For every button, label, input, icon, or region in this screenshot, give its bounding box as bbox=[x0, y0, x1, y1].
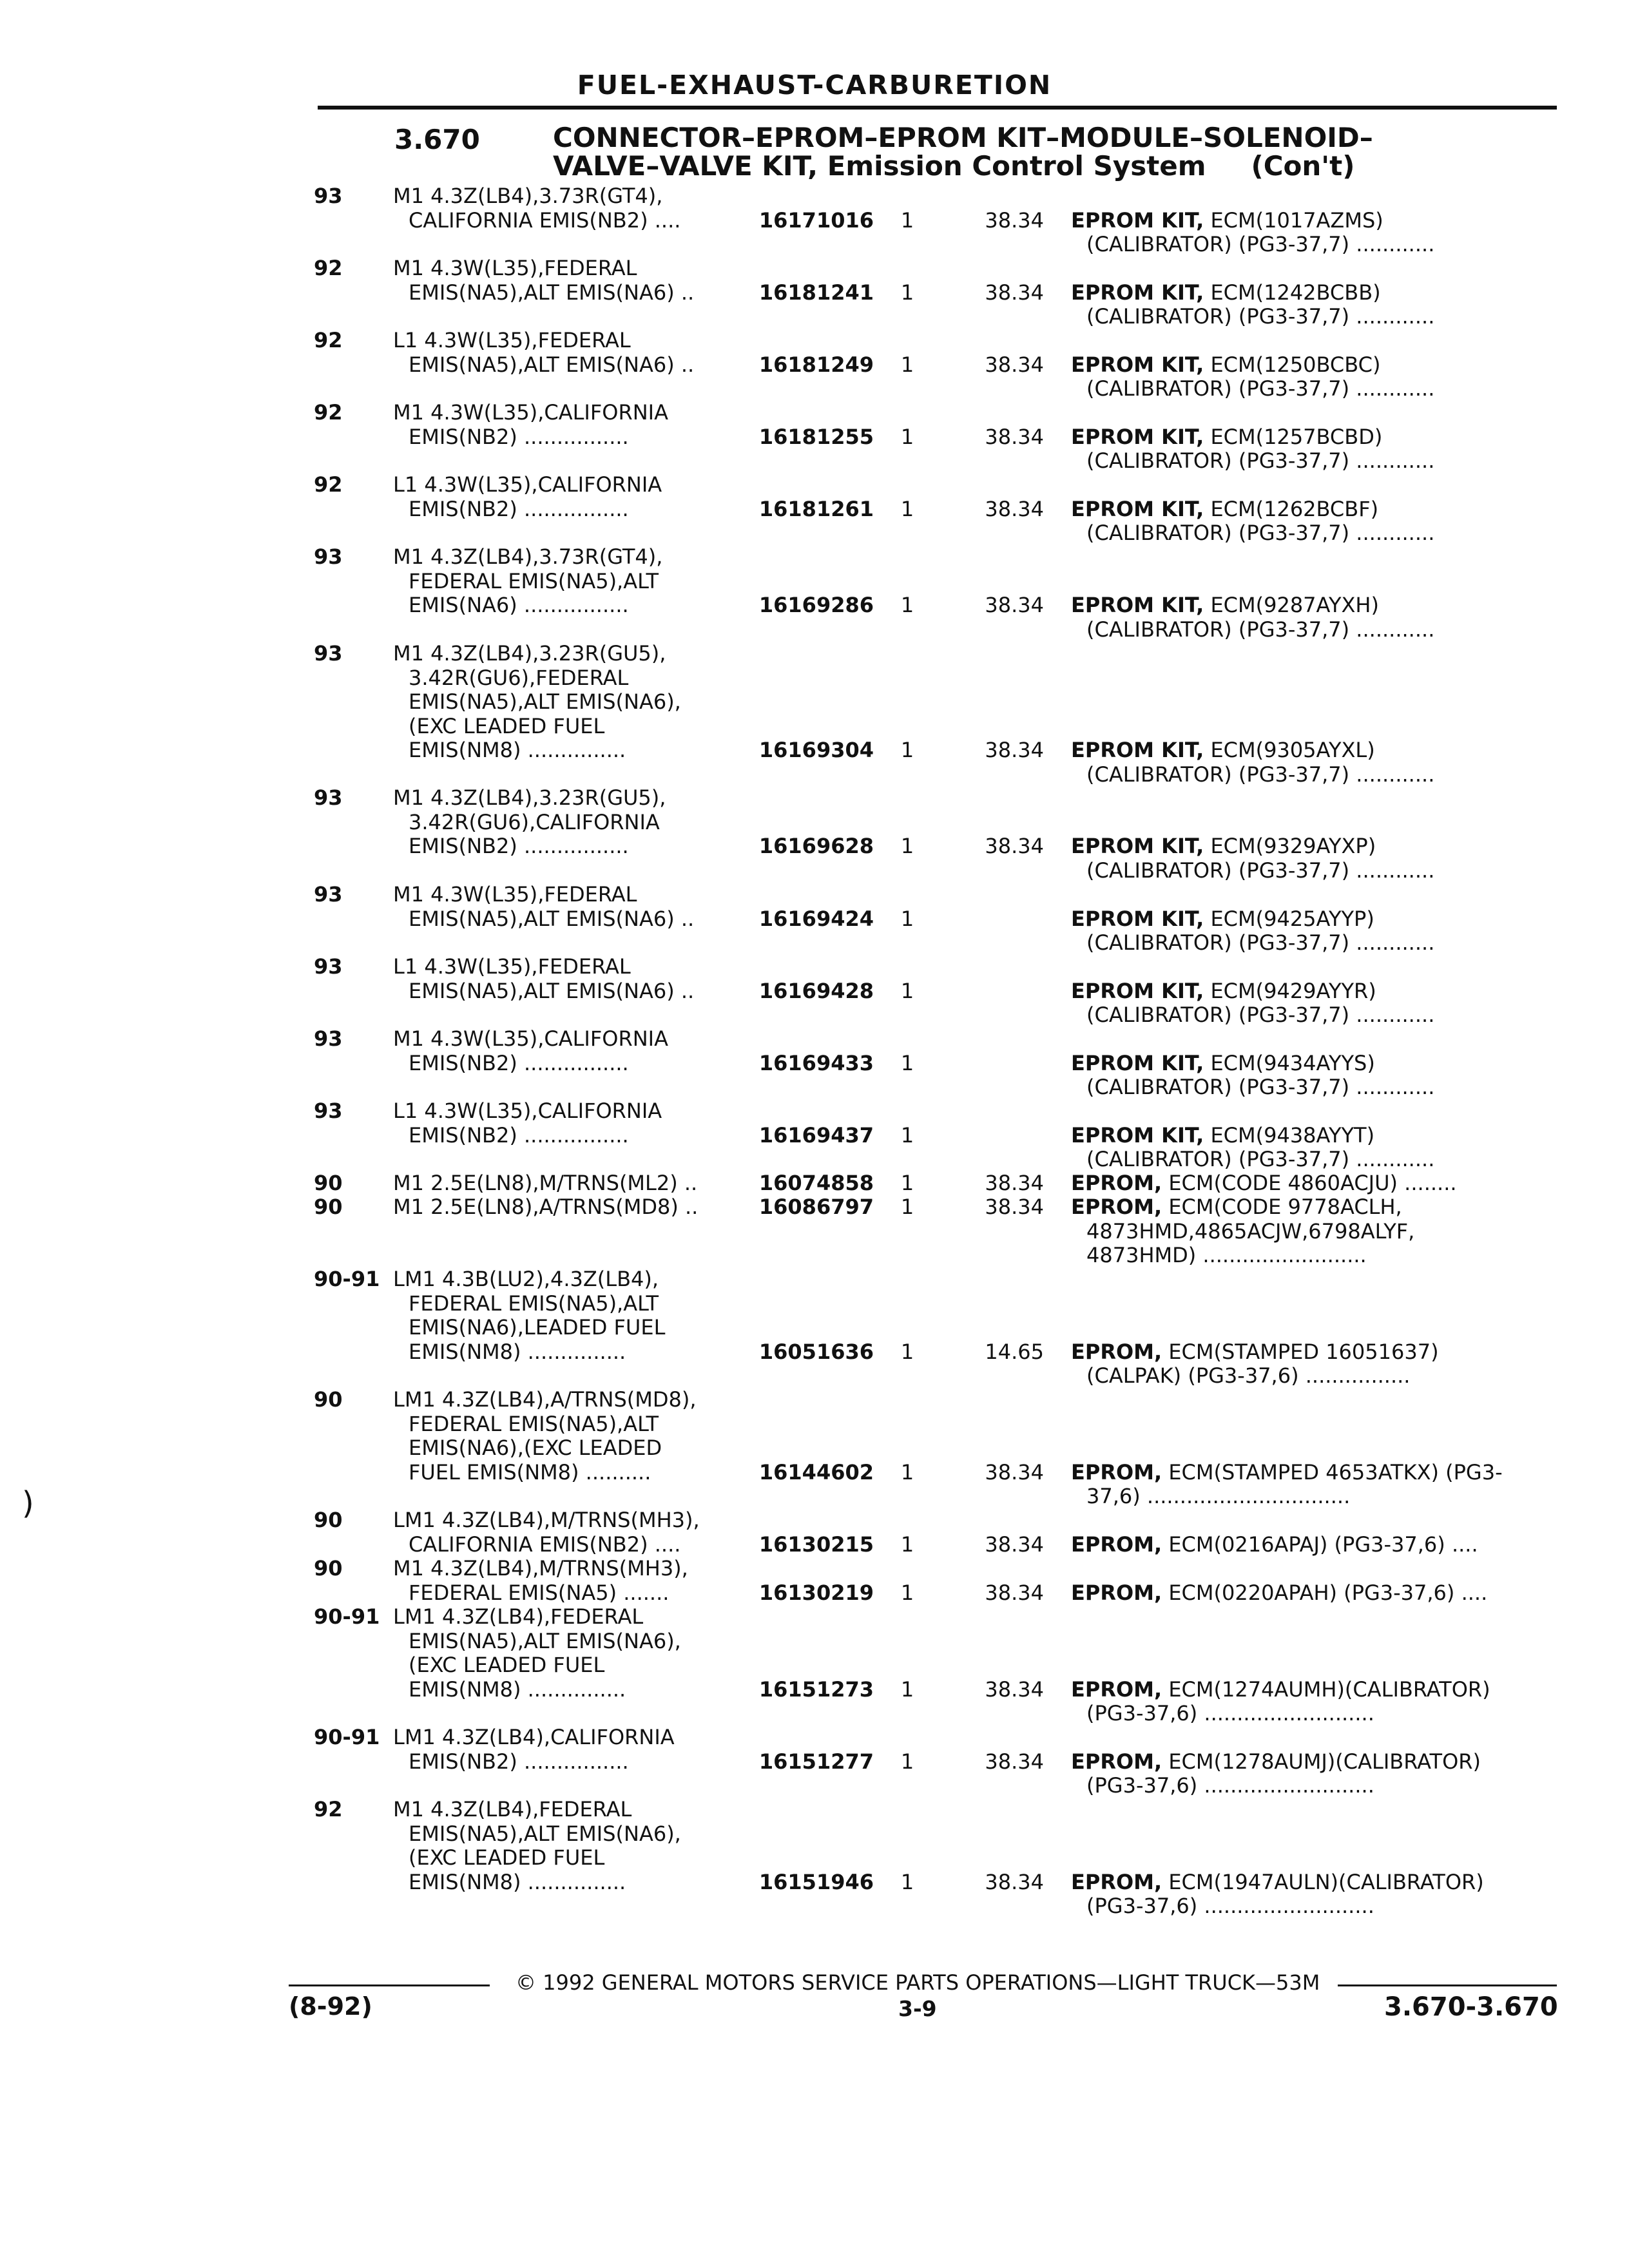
description-line: LM1 4.3Z(LB4),A/TRNS(MD8), bbox=[393, 1387, 697, 1412]
part-name-detail: ECM(9425AYYP) bbox=[1204, 906, 1374, 931]
part-name-detail: ECM(9329AYXP) bbox=[1204, 834, 1376, 858]
application-description bbox=[393, 184, 812, 233]
model-year: 93 bbox=[314, 954, 343, 979]
part-name-keyword: EPROM KIT, bbox=[1071, 1050, 1204, 1075]
part-name-keyword: EPROM KIT, bbox=[1071, 496, 1204, 521]
part-name-detail: ECM(1274AUMH)(CALIBRATOR) bbox=[1162, 1677, 1490, 1702]
description-line: LM1 4.3Z(LB4),CALIFORNIA bbox=[393, 1725, 675, 1749]
part-name-keyword: EPROM KIT, bbox=[1071, 1122, 1204, 1148]
price: 38.34 bbox=[985, 1195, 1044, 1219]
application-description bbox=[393, 955, 812, 1003]
application-description bbox=[393, 256, 812, 305]
description-line: 3.42R(GU6),CALIFORNIA bbox=[409, 809, 660, 834]
model-year: 93 bbox=[314, 785, 343, 810]
model-year: 93 bbox=[314, 544, 343, 569]
part-name-line bbox=[1071, 209, 1548, 233]
price: 38.34 bbox=[985, 1580, 1044, 1605]
description-line: EMIS(NB2) ................ bbox=[409, 424, 629, 449]
part-number: 16151946 bbox=[758, 1869, 874, 1894]
model-year: 90-91 bbox=[314, 1725, 380, 1749]
part-name-line bbox=[1071, 1340, 1548, 1365]
part-name-line bbox=[1071, 1171, 1548, 1196]
quantity: 1 bbox=[900, 496, 914, 521]
part-name bbox=[1071, 907, 1548, 956]
part-number: 16169433 bbox=[758, 1050, 874, 1075]
heading-continued: (Con't) bbox=[1251, 150, 1355, 182]
part-number: 16169286 bbox=[758, 593, 874, 617]
description-line: M1 4.3Z(LB4),3.23R(GU5), bbox=[393, 641, 666, 666]
part-name-detail: ECM(9429AYYR) bbox=[1204, 978, 1376, 1003]
model-year: 90-91 bbox=[314, 1267, 380, 1291]
part-name bbox=[1071, 497, 1548, 546]
part-number: 16181249 bbox=[758, 352, 874, 377]
part-name bbox=[1071, 1533, 1548, 1557]
part-name-continuation: (CALIBRATOR) (PG3-37,7) ............ bbox=[1086, 1147, 1435, 1171]
part-name-line bbox=[1071, 353, 1548, 378]
part-number: 16151273 bbox=[758, 1677, 874, 1702]
part-number: 16181255 bbox=[758, 424, 874, 449]
part-name-keyword: EPROM, bbox=[1071, 1749, 1162, 1774]
part-number: 16171016 bbox=[758, 207, 874, 233]
part-name-keyword: EPROM, bbox=[1071, 1171, 1162, 1195]
description-line: EMIS(NB2) ................ bbox=[409, 1749, 629, 1774]
part-name-detail: ECM(9434AYYS) bbox=[1204, 1050, 1375, 1075]
quantity: 1 bbox=[900, 424, 914, 449]
part-name-keyword: EPROM, bbox=[1071, 1580, 1162, 1605]
price: 14.65 bbox=[985, 1339, 1044, 1364]
quantity: 1 bbox=[900, 834, 914, 858]
quantity: 1 bbox=[900, 352, 914, 377]
description-line: EMIS(NA6) ................ bbox=[409, 593, 629, 617]
model-year: 92 bbox=[314, 328, 343, 352]
quantity: 1 bbox=[900, 1339, 914, 1364]
description-line: FEDERAL EMIS(NA5),ALT bbox=[409, 1291, 659, 1316]
description-line: EMIS(NM8) ............... bbox=[409, 1339, 626, 1364]
part-name-keyword: EPROM, bbox=[1071, 1677, 1162, 1702]
header-rule bbox=[318, 106, 1557, 110]
quantity: 1 bbox=[900, 593, 914, 617]
part-name bbox=[1071, 281, 1548, 329]
description-line: L1 4.3W(L35),FEDERAL bbox=[393, 954, 631, 979]
model-year: 93 bbox=[314, 882, 343, 907]
footer-range: 3.670-3.670 bbox=[1384, 1992, 1558, 2022]
part-name-keyword: EPROM, bbox=[1071, 1869, 1162, 1894]
part-name-detail: ECM(0216APAJ) (PG3-37,6) .... bbox=[1162, 1532, 1478, 1557]
part-number: 16181241 bbox=[758, 280, 874, 305]
description-line: EMIS(NA5),ALT EMIS(NA6) .. bbox=[409, 978, 695, 1003]
part-name bbox=[1071, 1340, 1548, 1389]
part-name-continuation: (CALIBRATOR) (PG3-37,7) ............ bbox=[1086, 762, 1435, 787]
part-name bbox=[1071, 1678, 1548, 1726]
part-name-continuation: 37,6) ............................... bbox=[1086, 1484, 1351, 1508]
part-name-continuation: (CALIBRATOR) (PG3-37,7) ............ bbox=[1086, 930, 1435, 955]
model-year: 93 bbox=[314, 1026, 343, 1051]
model-year: 90 bbox=[314, 1195, 343, 1219]
description-line: M1 4.3Z(LB4),3.23R(GU5), bbox=[393, 785, 666, 810]
quantity: 1 bbox=[900, 978, 914, 1003]
part-name bbox=[1071, 1195, 1548, 1268]
part-name-line bbox=[1071, 1124, 1548, 1148]
part-name-continuation: (PG3-37,6) .......................... bbox=[1086, 1894, 1374, 1918]
quantity: 1 bbox=[900, 280, 914, 305]
quantity: 1 bbox=[900, 1532, 914, 1557]
part-name-keyword: EPROM KIT, bbox=[1071, 906, 1204, 931]
heading-line-2: VALVE–VALVE KIT, Emission Control System bbox=[553, 150, 1206, 182]
part-name-keyword: EPROM KIT, bbox=[1071, 352, 1204, 377]
part-name-detail: ECM(9287AYXH) bbox=[1204, 593, 1379, 617]
description-line: CALIFORNIA EMIS(NB2) .... bbox=[409, 207, 681, 233]
part-name-detail: ECM(STAMPED 4653ATKX) (PG3- bbox=[1162, 1459, 1503, 1485]
quantity: 1 bbox=[900, 1050, 914, 1075]
description-line: EMIS(NM8) ............... bbox=[409, 738, 626, 762]
model-year: 92 bbox=[314, 1797, 343, 1821]
part-name-keyword: EPROM KIT, bbox=[1071, 738, 1204, 762]
price: 38.34 bbox=[985, 593, 1044, 617]
description-line: EMIS(NA5),ALT EMIS(NA6) .. bbox=[409, 352, 695, 377]
part-name-detail: ECM(1947AULN)(CALIBRATOR) bbox=[1162, 1869, 1484, 1894]
part-name-continuation: (PG3-37,6) .......................... bbox=[1086, 1701, 1374, 1725]
description-line: FEDERAL EMIS(NA5) ....... bbox=[409, 1580, 670, 1605]
part-name-line bbox=[1071, 1195, 1548, 1220]
part-name-line bbox=[1071, 497, 1548, 522]
part-number: 16151277 bbox=[758, 1749, 874, 1774]
price: 38.34 bbox=[985, 834, 1044, 858]
part-name-continuation: (CALIBRATOR) (PG3-37,7) ............ bbox=[1086, 448, 1435, 473]
part-name-continuation: (CALIBRATOR) (PG3-37,7) ............ bbox=[1086, 521, 1435, 545]
part-name bbox=[1071, 1750, 1548, 1798]
part-number: 16051636 bbox=[758, 1339, 874, 1364]
quantity: 1 bbox=[900, 906, 914, 931]
part-name bbox=[1071, 738, 1548, 787]
price: 38.34 bbox=[985, 496, 1044, 521]
application-description bbox=[393, 1195, 812, 1220]
model-year: 92 bbox=[314, 400, 343, 425]
application-description bbox=[393, 401, 812, 449]
price: 38.34 bbox=[985, 1459, 1044, 1485]
part-name-line bbox=[1071, 834, 1548, 859]
part-name-keyword: EPROM KIT, bbox=[1071, 424, 1204, 449]
description-line: EMIS(NA6),LEADED FUEL bbox=[409, 1315, 666, 1340]
part-name-line bbox=[1071, 1750, 1548, 1774]
part-name-keyword: EPROM, bbox=[1071, 1339, 1162, 1364]
part-number: 16130219 bbox=[758, 1580, 874, 1605]
footer-copyright: © 1992 GENERAL MOTORS SERVICE PARTS OPERATIONS—LIGHT TRUCK—53M bbox=[516, 1970, 1320, 1995]
description-line: EMIS(NB2) ................ bbox=[409, 834, 629, 858]
part-number: 16169304 bbox=[758, 738, 874, 762]
application-description bbox=[393, 473, 812, 521]
model-year: 92 bbox=[314, 256, 343, 280]
quantity: 1 bbox=[900, 1459, 914, 1485]
part-name-continuation: 4873HMD) ......................... bbox=[1086, 1243, 1367, 1267]
description-line: M1 2.5E(LN8),M/TRNS(ML2) .. bbox=[393, 1171, 698, 1195]
application-description bbox=[393, 1725, 812, 1774]
quantity: 1 bbox=[900, 207, 914, 233]
description-line: LM1 4.3Z(LB4),M/TRNS(MH3), bbox=[393, 1508, 700, 1532]
price: 38.34 bbox=[985, 1171, 1044, 1195]
description-line: LM1 4.3B(LU2),4.3Z(LB4), bbox=[393, 1267, 659, 1291]
model-year: 90 bbox=[314, 1171, 343, 1195]
part-name bbox=[1071, 209, 1548, 257]
part-name-line bbox=[1071, 593, 1548, 618]
part-name bbox=[1071, 353, 1548, 401]
part-name bbox=[1071, 979, 1548, 1028]
description-line: M1 4.3W(L35),FEDERAL bbox=[393, 882, 637, 907]
application-description bbox=[393, 642, 812, 763]
part-number: 16130215 bbox=[758, 1532, 874, 1557]
description-line: (EXC LEADED FUEL bbox=[409, 1653, 605, 1677]
part-name-detail: ECM(1262BCBF) bbox=[1204, 496, 1379, 521]
description-line: (EXC LEADED FUEL bbox=[409, 713, 605, 738]
part-name-line bbox=[1071, 979, 1548, 1004]
part-name-detail: ECM(1250BCBC) bbox=[1204, 352, 1381, 377]
part-name bbox=[1071, 425, 1548, 474]
application-description bbox=[393, 1099, 812, 1148]
part-name-keyword: EPROM KIT, bbox=[1071, 593, 1204, 617]
part-name-keyword: EPROM KIT, bbox=[1071, 280, 1204, 305]
model-year: 90 bbox=[314, 1508, 343, 1532]
application-description bbox=[393, 1557, 812, 1605]
model-year: 92 bbox=[314, 472, 343, 497]
part-name bbox=[1071, 1052, 1548, 1100]
description-line: M1 4.3Z(LB4),M/TRNS(MH3), bbox=[393, 1556, 688, 1581]
quantity: 1 bbox=[900, 738, 914, 762]
part-name-continuation: (CALPAK) (PG3-37,6) ................ bbox=[1086, 1363, 1411, 1388]
description-line: M1 4.3Z(LB4),FEDERAL bbox=[393, 1797, 632, 1821]
part-name-line bbox=[1071, 1678, 1548, 1702]
margin-mark: ) bbox=[22, 1485, 34, 1521]
part-name-detail: ECM(1017AZMS) bbox=[1204, 207, 1383, 233]
quantity: 1 bbox=[900, 1171, 914, 1195]
part-name-detail: ECM(CODE 9778ACLH, bbox=[1162, 1195, 1402, 1219]
part-number: 16074858 bbox=[758, 1171, 874, 1195]
part-name-line bbox=[1071, 281, 1548, 305]
price: 38.34 bbox=[985, 207, 1044, 233]
application-description bbox=[393, 1605, 812, 1702]
description-line: EMIS(NA6),(EXC LEADED bbox=[409, 1436, 662, 1460]
application-description bbox=[393, 786, 812, 859]
part-name-detail: ECM(0220APAH) (PG3-37,6) .... bbox=[1162, 1580, 1488, 1605]
part-name-continuation: (CALIBRATOR) (PG3-37,7) ............ bbox=[1086, 1075, 1435, 1099]
part-number: 16144602 bbox=[758, 1459, 874, 1485]
price: 38.34 bbox=[985, 1677, 1044, 1702]
price: 38.34 bbox=[985, 738, 1044, 762]
description-line: (EXC LEADED FUEL bbox=[409, 1845, 605, 1870]
part-name-keyword: EPROM, bbox=[1071, 1459, 1162, 1485]
part-name bbox=[1071, 1124, 1548, 1172]
description-line: EMIS(NM8) ............... bbox=[409, 1677, 626, 1702]
part-name bbox=[1071, 1171, 1548, 1196]
model-year: 90 bbox=[314, 1387, 343, 1412]
subsection-number: 3.670 bbox=[394, 124, 480, 155]
part-name-keyword: EPROM KIT, bbox=[1071, 978, 1204, 1003]
part-name-line bbox=[1071, 1870, 1548, 1895]
description-line: EMIS(NB2) ................ bbox=[409, 1050, 629, 1075]
part-name bbox=[1071, 1581, 1548, 1606]
description-line: L1 4.3W(L35),CALIFORNIA bbox=[393, 1099, 662, 1123]
section-title: FUEL-EXHAUST-CARBURETION bbox=[577, 70, 1052, 101]
part-name-detail: ECM(STAMPED 16051637) bbox=[1162, 1339, 1439, 1364]
part-name bbox=[1071, 1870, 1548, 1919]
part-name-continuation: (CALIBRATOR) (PG3-37,7) ............ bbox=[1086, 858, 1435, 883]
quantity: 1 bbox=[900, 1869, 914, 1894]
price: 38.34 bbox=[985, 1749, 1044, 1774]
part-name-line bbox=[1071, 738, 1548, 763]
part-number: 16181261 bbox=[758, 496, 874, 521]
description-line: 3.42R(GU6),FEDERAL bbox=[409, 665, 629, 690]
part-name-line bbox=[1071, 1461, 1548, 1485]
price: 38.34 bbox=[985, 424, 1044, 449]
description-line: CALIFORNIA EMIS(NB2) .... bbox=[409, 1532, 681, 1557]
quantity: 1 bbox=[900, 1677, 914, 1702]
part-name-line bbox=[1071, 1533, 1548, 1557]
description-line: EMIS(NA5),ALT EMIS(NA6), bbox=[409, 1821, 681, 1846]
part-number: 16169437 bbox=[758, 1122, 874, 1148]
description-line: M1 4.3W(L35),CALIFORNIA bbox=[393, 1026, 668, 1051]
part-number: 16169628 bbox=[758, 834, 874, 858]
part-name-continuation: (CALIBRATOR) (PG3-37,7) ............ bbox=[1086, 617, 1435, 642]
part-name-line bbox=[1071, 1052, 1548, 1076]
group-heading bbox=[553, 124, 1558, 180]
description-line: L1 4.3W(L35),FEDERAL bbox=[393, 328, 631, 352]
footer-rule-right bbox=[1338, 1984, 1557, 1986]
application-description bbox=[393, 545, 812, 618]
description-line: FEDERAL EMIS(NA5),ALT bbox=[409, 568, 659, 593]
part-name-continuation: (CALIBRATOR) (PG3-37,7) ............ bbox=[1086, 376, 1435, 401]
part-name-continuation: (CALIBRATOR) (PG3-37,7) ............ bbox=[1086, 232, 1435, 256]
footer-rule-left bbox=[289, 1984, 490, 1986]
quantity: 1 bbox=[900, 1749, 914, 1774]
part-name bbox=[1071, 1461, 1548, 1509]
part-name-keyword: EPROM, bbox=[1071, 1532, 1162, 1557]
application-description bbox=[393, 1388, 812, 1485]
model-year: 93 bbox=[314, 1099, 343, 1123]
part-number: 16169424 bbox=[758, 906, 874, 931]
part-name-detail: ECM(9305AYXL) bbox=[1204, 738, 1375, 762]
description-line: M1 4.3W(L35),FEDERAL bbox=[393, 256, 637, 280]
part-name-continuation: (PG3-37,6) .......................... bbox=[1086, 1773, 1374, 1798]
description-line: EMIS(NA5),ALT EMIS(NA6), bbox=[409, 689, 681, 714]
price: 38.34 bbox=[985, 1532, 1044, 1557]
part-name-line bbox=[1071, 907, 1548, 932]
part-name-detail: ECM(9438AYYT) bbox=[1204, 1122, 1375, 1148]
part-name-continuation: (CALIBRATOR) (PG3-37,7) ............ bbox=[1086, 304, 1435, 329]
part-name-keyword: EPROM KIT, bbox=[1071, 207, 1204, 233]
part-number: 16169428 bbox=[758, 978, 874, 1003]
description-line: M1 4.3Z(LB4),3.73R(GT4), bbox=[393, 544, 663, 569]
price: 38.34 bbox=[985, 280, 1044, 305]
description-line: EMIS(NA5),ALT EMIS(NA6) .. bbox=[409, 906, 695, 931]
heading-line-1: CONNECTOR–EPROM–EPROM KIT–MODULE–SOLENOID– bbox=[553, 122, 1373, 153]
application-description bbox=[393, 883, 812, 931]
footer-date-code: (8-92) bbox=[289, 1992, 372, 2021]
part-name-detail: ECM(1278AUMJ)(CALIBRATOR) bbox=[1162, 1749, 1481, 1774]
part-name-line bbox=[1071, 1581, 1548, 1606]
footer-page-number: 3-9 bbox=[898, 1996, 937, 2021]
part-name-detail: ECM(1257BCBD) bbox=[1204, 424, 1383, 449]
description-line: EMIS(NA5),ALT EMIS(NA6) .. bbox=[409, 280, 695, 305]
price: 38.34 bbox=[985, 1869, 1044, 1894]
part-name-continuation: 4873HMD,4865ACJW,6798ALYF, bbox=[1086, 1218, 1415, 1244]
description-line: L1 4.3W(L35),CALIFORNIA bbox=[393, 472, 662, 497]
part-name-line bbox=[1071, 425, 1548, 450]
model-year: 90 bbox=[314, 1556, 343, 1581]
price: 38.34 bbox=[985, 352, 1044, 377]
description-line: LM1 4.3Z(LB4),FEDERAL bbox=[393, 1604, 644, 1629]
quantity: 1 bbox=[900, 1195, 914, 1219]
description-line: EMIS(NB2) ................ bbox=[409, 496, 629, 521]
part-name-continuation: (CALIBRATOR) (PG3-37,7) ............ bbox=[1086, 1003, 1435, 1027]
description-line: FUEL EMIS(NM8) .......... bbox=[409, 1459, 651, 1485]
description-line: FEDERAL EMIS(NA5),ALT bbox=[409, 1411, 659, 1436]
application-description bbox=[393, 329, 812, 377]
description-line: M1 4.3W(L35),CALIFORNIA bbox=[393, 400, 668, 425]
part-number: 16086797 bbox=[758, 1195, 874, 1219]
part-name-detail: ECM(CODE 4860ACJU) ........ bbox=[1162, 1171, 1457, 1195]
part-name bbox=[1071, 593, 1548, 642]
model-year: 93 bbox=[314, 641, 343, 666]
part-name-keyword: EPROM, bbox=[1071, 1195, 1162, 1219]
application-description bbox=[393, 1027, 812, 1075]
description-line: EMIS(NB2) ................ bbox=[409, 1122, 629, 1148]
application-description bbox=[393, 1267, 812, 1364]
description-line: M1 4.3Z(LB4),3.73R(GT4), bbox=[393, 184, 663, 208]
model-year: 90-91 bbox=[314, 1604, 380, 1629]
quantity: 1 bbox=[900, 1122, 914, 1148]
application-description bbox=[393, 1171, 812, 1196]
application-description bbox=[393, 1508, 812, 1557]
part-name-detail: ECM(1242BCBB) bbox=[1204, 280, 1381, 305]
application-description bbox=[393, 1798, 812, 1894]
description-line: EMIS(NM8) ............... bbox=[409, 1869, 626, 1894]
model-year: 93 bbox=[314, 184, 343, 208]
quantity: 1 bbox=[900, 1580, 914, 1605]
description-line: EMIS(NA5),ALT EMIS(NA6), bbox=[409, 1628, 681, 1653]
part-name bbox=[1071, 834, 1548, 883]
description-line: M1 2.5E(LN8),A/TRNS(MD8) .. bbox=[393, 1195, 699, 1219]
part-name-keyword: EPROM KIT, bbox=[1071, 834, 1204, 858]
